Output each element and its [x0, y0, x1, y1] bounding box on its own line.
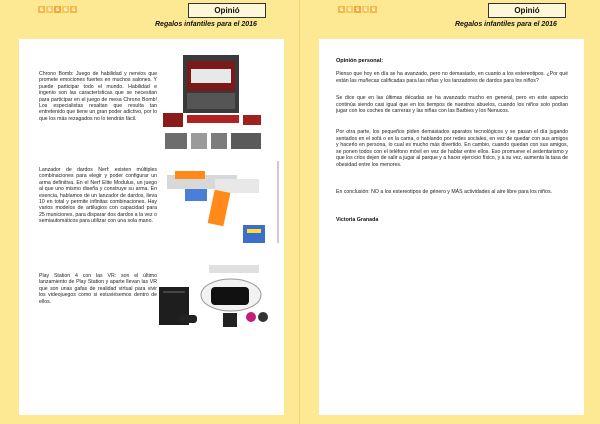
opinion-heading: Opinión personal:	[336, 58, 384, 64]
logo	[38, 6, 77, 13]
left-sheet	[19, 39, 284, 415]
ps4-vr-image	[151, 257, 275, 333]
logo-letter: s	[63, 6, 68, 13]
product-description-nerf: Lanzador de dardos Nerf: existen múltiples combinaciones para elegir y poder configurar un arma definitiva. En el Nerf Elite Modulus, un juego al que uno mismo diseña y construye su arma. En esencia, hablamos de un lanzador de dardos, lleva 10 en total y permite infinitas combinaciones. Hay varios modelos de artilugios con capacidad para 25 municiones, para disparar dos dardos a la vez o semiautomáticos para utilizar con una sola mano.	[39, 167, 157, 225]
logo-letter: s	[47, 6, 52, 13]
logo-letter: s	[39, 6, 44, 13]
scrollbar[interactable]	[277, 161, 279, 243]
section-tag: Opinió	[188, 3, 266, 18]
opinion-paragraph-3: Por otra parte, los pequeños piden demasiados aparatos tecnológicos y se pasan el día jugando sentados en el sofá o en la cama, o hablando por redes sociales, en vez de quedar con sus amigos y hacerlo en persona, lo cual es mucho más divertido. En cambio, cuando quedan con sus amigos, se ponen todos con el teléfono móvil en vez de hablar entre ellos. Eso promueve el sedentarismo y que los crios dejen de salir a jugar al parque y a hacer ejercicio físico, y a su vez, aumenta la tasa de obesidad entre los menores.	[336, 129, 568, 168]
section-tag: Opinió	[488, 3, 566, 18]
page-subtitle: Regalos infantiles para el 2016	[455, 21, 557, 28]
author-signature: Victoria Granada	[336, 217, 379, 223]
opinion-paragraph-1: Pienso que hoy en día se ha avanzado, pero no demasiado, en cuanto a los estereotipos. ¿Por qué están las muñecas calificadas para las niñas y los lanzadores de dardos para los niños?	[336, 71, 568, 84]
opinion-paragraph-4: En conclusión: NO a los estereotipos de género y MÁS actividades al aire libre para los niños.	[336, 189, 552, 195]
logo-letter: s	[355, 6, 360, 13]
logo-letter: s	[339, 6, 344, 13]
logo-letter: s	[363, 6, 368, 13]
logo	[338, 6, 377, 13]
chrono-bomb-box-image	[161, 53, 271, 157]
logo-letter: s	[371, 6, 376, 13]
right-sheet	[319, 39, 584, 415]
nerf-blaster-image	[165, 161, 275, 249]
right-page	[300, 0, 600, 424]
opinion-paragraph-2: Se dice que en las últimas décadas se ha avanzado mucho en general, pero en este aspecto continúa siendo casi igual que en los tiempos de nuestros abuelos, cuando los niños solo podían jugar con los coches de carreras y las niñas con las Barbies y los Nenucos.	[336, 95, 568, 114]
page-subtitle: Regalos infantiles para el 2016	[155, 21, 257, 28]
product-description-ps4: Play Station 4 con las VR: son el último lanzamiento de Play Station y aparte llevan las VR que son unas gafas de realidad virtual para vivir los videojuegos como si estuviésemos dentro de ellos.	[39, 273, 157, 305]
logo-letter: s	[55, 6, 60, 13]
logo-letter: s	[347, 6, 352, 13]
product-description-chrono-bomb: Chrono Bomb: Juego de habilidad y nervios que promete emociones fuertes en muchos salones. Y puede participar todo el mundo. Habilidad e ingenio son las características que se necesitan para participar en el juego de mesa Chrono Bomb! Los especialistas resaltan que resulta tan entretenido que tiene un gran poder adictivo, por lo que los más rezagados no lo tendrán fácil.	[39, 71, 157, 122]
logo-letter: s	[71, 6, 76, 13]
